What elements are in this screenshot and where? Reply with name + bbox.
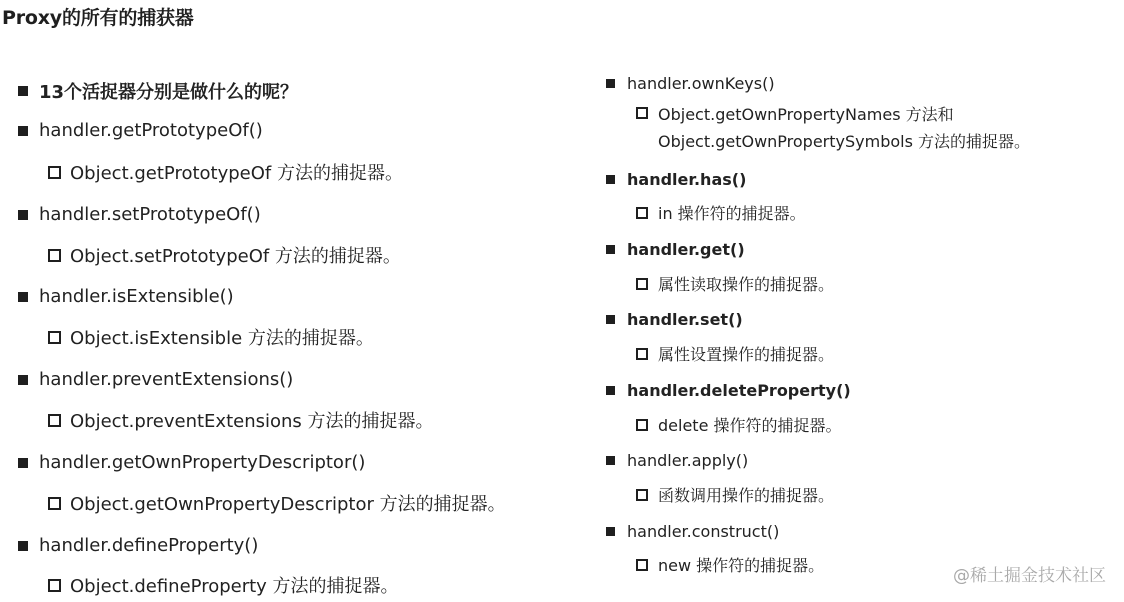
heading-text: 13个活捉器分别是做什么的呢？ <box>39 82 299 103</box>
list-item <box>606 451 748 470</box>
method-name: handler.setPrototypeOf() <box>39 204 261 225</box>
description-line: Object.getOwnPropertySymbols 方法的捕捉器。 <box>658 132 1031 151</box>
filled-square-bullet-icon <box>606 175 615 184</box>
list-subitem <box>48 159 403 185</box>
watermark: @稀土掘金技术社区 <box>953 566 1106 586</box>
list-subitem <box>636 101 1030 155</box>
hollow-square-bullet-icon <box>636 559 648 571</box>
description-line: Object.getOwnPropertyNames 方法和 <box>658 105 954 124</box>
filled-square-bullet-icon <box>18 210 28 220</box>
filled-square-bullet-icon <box>18 292 28 302</box>
method-description: 函数调用操作的捕捉器。 <box>658 486 835 505</box>
filled-square-bullet-icon <box>18 458 28 468</box>
list-item <box>18 535 258 556</box>
list-subitem <box>48 572 399 598</box>
method-description: Object.defineProperty 方法的捕捉器。 <box>70 576 399 597</box>
method-description: 属性读取操作的捕捉器。 <box>658 275 835 294</box>
list-item <box>606 170 746 189</box>
filled-square-bullet-icon <box>18 541 28 551</box>
method-name: handler.deleteProperty() <box>627 381 851 400</box>
method-name: handler.has() <box>627 170 747 189</box>
method-name: handler.getPrototypeOf() <box>39 120 263 141</box>
method-name: handler.defineProperty() <box>39 535 259 556</box>
list-heading <box>18 78 298 104</box>
list-item <box>18 452 365 473</box>
method-name: handler.isExtensible() <box>39 286 234 307</box>
method-description: Object.getPrototypeOf 方法的捕捉器。 <box>70 163 403 184</box>
hollow-square-bullet-icon <box>636 489 648 501</box>
list-subitem <box>636 553 824 576</box>
list-item <box>606 522 779 541</box>
method-description: Object.setPrototypeOf 方法的捕捉器。 <box>70 246 401 267</box>
hollow-square-bullet-icon <box>636 207 648 219</box>
hollow-square-bullet-icon <box>48 579 61 592</box>
list-item <box>18 120 263 141</box>
list-item <box>606 310 743 329</box>
list-subitem <box>48 407 434 433</box>
method-name: handler.set() <box>627 310 743 329</box>
list-subitem <box>48 324 374 350</box>
method-description <box>658 101 1030 155</box>
list-subitem <box>636 342 834 365</box>
hollow-square-bullet-icon <box>636 348 648 360</box>
method-name: handler.construct() <box>627 522 780 541</box>
method-description: in 操作符的捕捉器。 <box>658 204 806 223</box>
list-subitem <box>48 242 401 268</box>
method-name: handler.ownKeys() <box>627 74 775 93</box>
filled-square-bullet-icon <box>18 86 28 96</box>
method-description: Object.preventExtensions 方法的捕捉器。 <box>70 411 434 432</box>
hollow-square-bullet-icon <box>48 497 61 510</box>
list-item <box>18 286 234 307</box>
method-description: Object.isExtensible 方法的捕捉器。 <box>70 328 374 349</box>
list-subitem <box>48 490 506 516</box>
method-description: delete 操作符的捕捉器。 <box>658 416 842 435</box>
method-name: handler.preventExtensions() <box>39 369 294 390</box>
filled-square-bullet-icon <box>606 456 615 465</box>
method-name: handler.apply() <box>627 451 749 470</box>
filled-square-bullet-icon <box>606 386 615 395</box>
hollow-square-bullet-icon <box>48 249 61 262</box>
list-subitem <box>636 272 834 295</box>
hollow-square-bullet-icon <box>48 414 61 427</box>
list-item <box>606 240 745 259</box>
method-description: Object.getOwnPropertyDescriptor 方法的捕捉器。 <box>70 494 506 515</box>
hollow-square-bullet-icon <box>636 107 648 119</box>
method-description: 属性设置操作的捕捉器。 <box>658 345 835 364</box>
method-name: handler.get() <box>627 240 745 259</box>
list-item <box>606 74 775 93</box>
hollow-square-bullet-icon <box>48 166 61 179</box>
list-subitem <box>636 201 806 224</box>
hollow-square-bullet-icon <box>48 331 61 344</box>
list-item <box>18 204 261 225</box>
page-title: Proxy的所有的捕获器 <box>2 7 194 29</box>
list-item <box>18 369 293 390</box>
filled-square-bullet-icon <box>606 245 615 254</box>
filled-square-bullet-icon <box>606 79 615 88</box>
hollow-square-bullet-icon <box>636 419 648 431</box>
filled-square-bullet-icon <box>606 315 615 324</box>
list-subitem <box>636 483 834 506</box>
filled-square-bullet-icon <box>18 375 28 385</box>
method-name: handler.getOwnPropertyDescriptor() <box>39 452 366 473</box>
method-description: new 操作符的捕捉器。 <box>658 556 825 575</box>
hollow-square-bullet-icon <box>636 278 648 290</box>
filled-square-bullet-icon <box>18 126 28 136</box>
list-item <box>606 381 851 400</box>
list-subitem <box>636 413 842 436</box>
filled-square-bullet-icon <box>606 527 615 536</box>
